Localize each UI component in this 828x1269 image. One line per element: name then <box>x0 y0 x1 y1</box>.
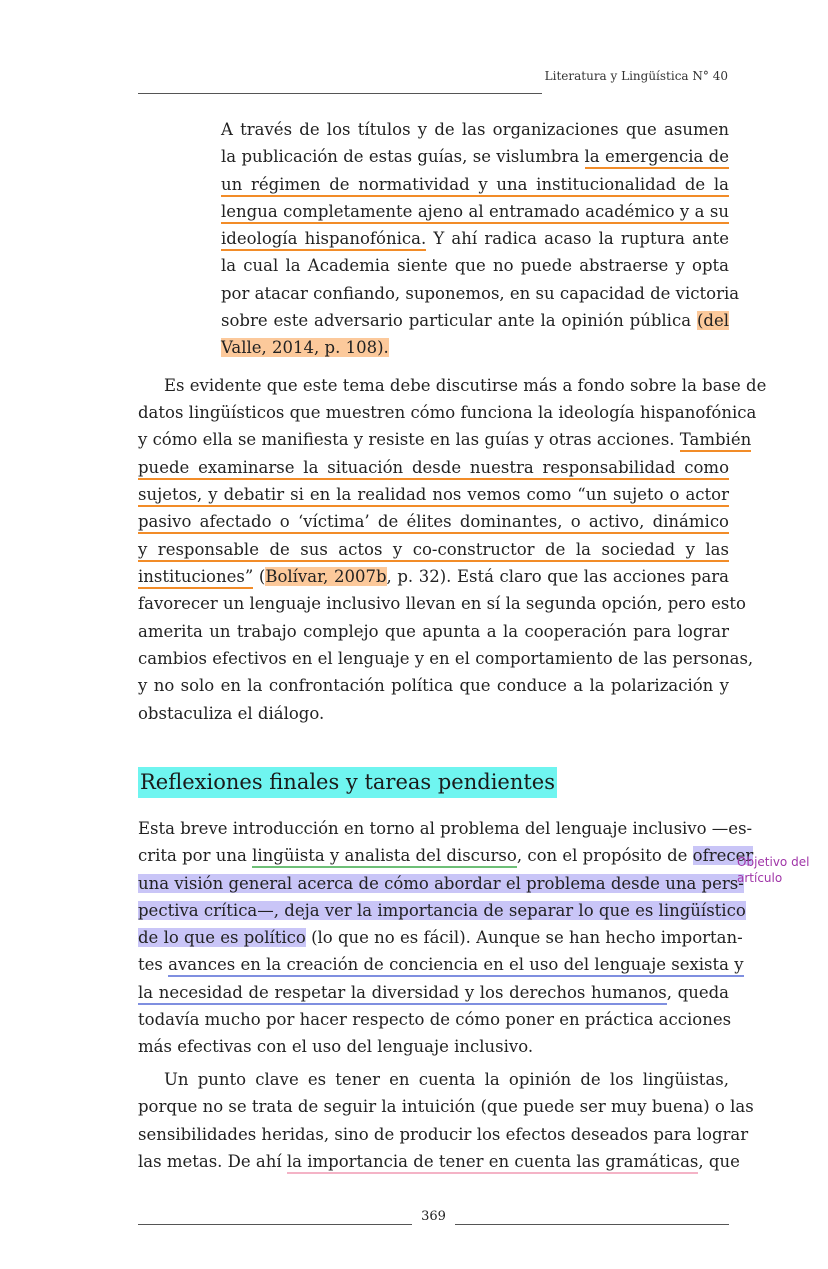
text-run: Y ahí radica acaso la ruptura ante <box>426 229 729 248</box>
underlined-text: la emergencia de <box>585 147 729 169</box>
text-run: Un punto clave es tener en cuenta la opinión de los lingüistas, <box>164 1070 729 1089</box>
quote-line <box>221 252 729 279</box>
paragraph-line <box>138 1148 740 1175</box>
paragraph-line <box>138 672 729 699</box>
text-run: ( <box>253 567 266 586</box>
text-run: favorecer un lenguaje inclusivo llevan en sí la segunda opción, pero esto <box>138 594 746 613</box>
paragraph-line <box>138 454 729 481</box>
highlighted-text: ofrecer <box>692 846 754 865</box>
text-run: Es evidente que este tema debe discutirse más a fondo sobre la base de <box>164 376 767 395</box>
text-run: y cómo ella se manifiesta y resiste en las guías y otras acciones. <box>138 430 680 449</box>
text-run: obstaculiza el diálogo. <box>138 704 325 723</box>
paragraph-line <box>138 590 746 617</box>
page-number: 369 <box>421 1209 446 1224</box>
underlined-text: También <box>680 430 751 452</box>
paragraph-line <box>138 481 729 508</box>
quote-line <box>221 225 729 252</box>
paragraph-line <box>138 618 729 645</box>
underlined-text: lengua completamente ajeno al entramado académico y a su <box>221 202 729 224</box>
section-heading: Reflexiones finales y tareas pendientes <box>138 767 557 798</box>
underlined-text: la necesidad de respetar la diversidad y los derechos humanos <box>138 983 667 1005</box>
text-run: las metas. De ahí <box>138 1152 287 1171</box>
underlined-text: instituciones” <box>138 567 253 589</box>
footer-rule-right <box>455 1224 729 1225</box>
text-run: , con el propósito de <box>516 846 693 865</box>
paragraph-line <box>138 897 746 924</box>
text-run: datos lingüísticos que muestren cómo funciona la ideología hispanofónica <box>138 403 757 422</box>
paragraph-line <box>138 426 752 453</box>
paragraph-line <box>164 372 767 399</box>
highlighted-citation: Bolívar, 2007b <box>265 567 387 586</box>
underlined-text: la importancia de tener en cuenta las gramáticas <box>287 1152 699 1174</box>
paragraph-line <box>138 870 744 897</box>
paragraph-line <box>138 536 729 563</box>
text-run: , queda <box>666 983 730 1002</box>
paragraph-line <box>138 815 753 842</box>
paragraph-line <box>138 399 757 426</box>
quote-line <box>221 198 729 225</box>
quote-line <box>221 143 729 170</box>
text-run: cambios efectivos en el lenguaje y en el comportamiento de las personas, <box>138 649 754 668</box>
text-run: todavía mucho por hacer respecto de cómo poner en práctica acciones <box>138 1010 732 1029</box>
quote-line <box>221 307 729 334</box>
paragraph-line <box>138 1093 754 1120</box>
highlighted-text: pectiva crítica—, deja ver la importancia de separar lo que es lingüístico <box>138 901 746 920</box>
text-run: sobre este adversario particular ante la opinión pública <box>221 311 697 330</box>
text-run: porque no se trata de seguir la intuición (que puede ser muy buena) o las <box>138 1097 754 1116</box>
text-run: (lo que no es fácil). Aunque se han hecho importan- <box>305 928 743 947</box>
text-run: más efectivas con el uso del lenguaje inclusivo. <box>138 1037 534 1056</box>
underlined-text: y responsable de sus actos y co-constructor de la sociedad y las <box>138 540 729 562</box>
underlined-text: puede examinarse la situación desde nuestra responsabilidad como <box>138 458 729 480</box>
highlighted-text: una visión general acerca de cómo abordar el problema desde una pers- <box>138 874 744 893</box>
highlighted-citation: Valle, 2014, p. 108). <box>221 338 389 357</box>
quote-line <box>221 334 729 361</box>
footer-rule-left <box>138 1224 412 1225</box>
text-run: , p. 32). Está claro que las acciones para <box>386 567 729 586</box>
underlined-text: lingüista y analista del discurso <box>252 846 517 868</box>
text-run: A través de los títulos y de las organizaciones que asumen <box>221 120 729 139</box>
underlined-text: pasivo afectado o ‘víctima’ de élites dominantes, o activo, dinámico <box>138 512 729 534</box>
text-run: y no solo en la confrontación política que conduce a la polarización y <box>138 676 729 695</box>
quote-line <box>221 171 729 198</box>
paragraph-line <box>138 951 744 978</box>
text-run: crita por una <box>138 846 253 865</box>
underlined-text: un régimen de normatividad y una institucionalidad de la <box>221 175 729 197</box>
text-run: tes <box>138 955 169 974</box>
text-run: amerita un trabajo complejo que apunta a la cooperación para lograr <box>138 622 729 641</box>
underlined-text: sujetos, y debatir si en la realidad nos vemos como “un sujeto o actor <box>138 485 729 507</box>
text-run: Esta breve introducción en torno al problema del lenguaje inclusivo —es- <box>138 819 753 838</box>
paragraph-line <box>138 508 729 535</box>
text-run: , que <box>698 1152 740 1171</box>
paragraph-line <box>138 1006 732 1033</box>
highlighted-citation: (del <box>696 311 729 330</box>
paragraph-line <box>138 924 743 951</box>
underlined-text: ideología hispanofónica. <box>221 229 426 251</box>
quote-line <box>221 280 740 307</box>
paragraph-line <box>138 563 729 590</box>
paragraph-line <box>164 1066 729 1093</box>
paragraph-line <box>138 645 754 672</box>
quote-line <box>221 116 729 143</box>
underlined-text: avances en la creación de conciencia en el uso del lenguaje sexista y <box>168 955 743 977</box>
text-run: sensibilidades heridas, sino de producir los efectos deseados para lograr <box>138 1125 749 1144</box>
paragraph-line <box>138 979 729 1006</box>
highlighted-text: de lo que es político <box>138 928 306 947</box>
paragraph-line <box>138 842 754 869</box>
paragraph-line <box>138 700 729 727</box>
running-head: Literatura y Lingüística N° 40 <box>544 69 728 83</box>
margin-annotation: Objetivo del artículo <box>737 855 810 885</box>
text-run: la publicación de estas guías, se vislumbra <box>221 147 585 166</box>
text-run: por atacar confiando, suponemos, en su capacidad de victoria <box>221 284 740 303</box>
paragraph-line <box>138 1033 729 1060</box>
paragraph-line <box>138 1121 749 1148</box>
header-rule <box>138 93 542 94</box>
text-run: la cual la Academia siente que no puede abstraerse y opta <box>221 256 729 275</box>
